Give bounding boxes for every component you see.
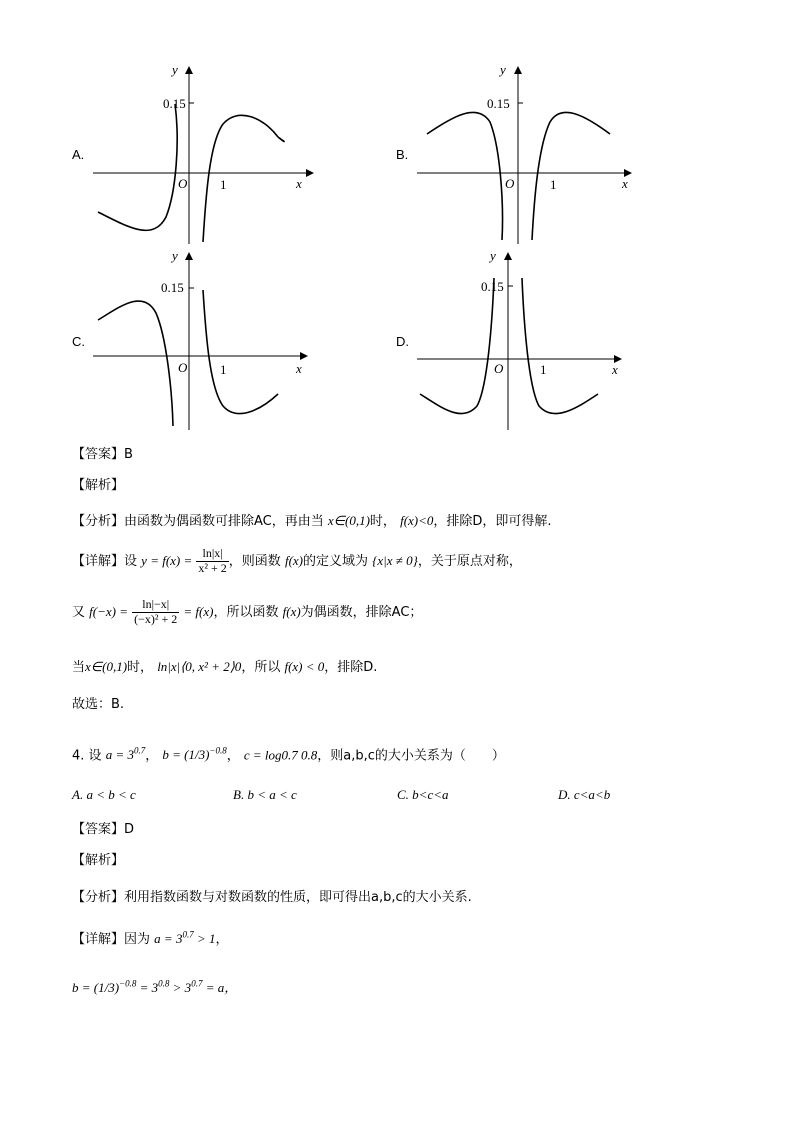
q3-fenxi-text-3: ，排除D，即可得解.: [433, 514, 552, 529]
graph-d-tick-y: 0.15: [481, 279, 504, 294]
q3-l2-eq: = f(x): [183, 604, 214, 619]
q3-analysis-tag: 【解析】: [72, 478, 125, 493]
graph-b-tick-x: 1: [550, 177, 557, 192]
q4-option-d[interactable]: D. c<a<b: [558, 787, 611, 802]
q3-l2-fx: f(x): [282, 604, 301, 619]
q4-answer-line: [72, 818, 134, 837]
graph-a-tick-y: 0.15: [163, 96, 186, 111]
q4-b-line: $b = (1/3)^{-0.8} = 3^{0.8} > 3^{0.7} = a$，: [72, 978, 238, 995]
q4-b-def: $b = (1/3)^{-0.8}$: [162, 746, 227, 763]
q3-xj-domain: {x|x ≠ 0}: [372, 553, 418, 568]
graph-c-origin: O: [178, 360, 188, 375]
graph-b-tick-y: 0.15: [487, 96, 510, 111]
q4-xiangjie-tag: 【详解】: [72, 932, 125, 947]
q4-a-def: $a = 3^{0.7}$: [105, 746, 146, 763]
q4-analysis-tag: 【解析】: [72, 853, 125, 868]
graph-c-x-label: x: [296, 361, 302, 376]
q3-xj-text-1: 设: [124, 554, 138, 569]
q4-answer-value: D: [124, 822, 135, 837]
graph-a: [88, 62, 318, 247]
q4-option-a[interactable]: A. a < b < c: [72, 787, 136, 802]
q3-xj-num: ln|x|: [196, 547, 228, 562]
q4-answer-tag: 【答案】: [72, 822, 125, 837]
q3-fenxi-text-1: 由函数为偶函数可排除AC，再由当: [124, 514, 324, 529]
q3-l2-text-2: ，所以函数: [213, 605, 279, 620]
q3-fenxi-line: [72, 510, 552, 529]
q3-l3-text-2: 时，: [127, 660, 154, 675]
option-b-letter: B.: [396, 147, 409, 162]
q4-tail: ，则a,b,c的大小关系为（ ）: [317, 748, 505, 764]
q4-number: 4. 设: [72, 748, 102, 764]
graph-c: [88, 248, 313, 433]
q3-fenxi-cond: x∈(0,1): [327, 513, 370, 528]
q3-answer-value: B: [124, 447, 133, 462]
q3-l3-text-3: ，所以: [241, 660, 281, 675]
q3-answer-tag: 【答案】: [72, 447, 125, 462]
graph-a-origin: O: [178, 176, 188, 191]
option-c-letter: C.: [72, 334, 85, 349]
q3-xj-text-2: ，则函数: [228, 554, 281, 569]
q4-stem: 4. 设 $a = 3^{0.7}$， $b = (1/3)^{-0.8}$， c = log0.7 0.8，则a,b,c的大小关系为（ ）: [72, 746, 505, 764]
q3-line-2: [72, 594, 422, 631]
q3-l3-ln: ln|x|⟨0, x² + 2⟩0: [157, 659, 242, 674]
q4-fenxi-text: 利用指数函数与对数函数的性质，即可得出a,b,c的大小关系.: [124, 890, 472, 905]
q3-line-3: [72, 656, 377, 675]
q3-l2-text-3: 为偶函数，排除AC；: [300, 605, 423, 620]
graph-a-y-label: y: [172, 62, 178, 77]
graph-d: [412, 248, 627, 433]
q3-xj-text-4: ，关于原点对称，: [417, 554, 522, 569]
graph-d-y-label: y: [490, 248, 496, 263]
q4-xj-text: 因为: [124, 932, 151, 947]
q3-xj-y: y = f(x) =: [141, 553, 193, 568]
q4-option-c[interactable]: C. b<c<a: [397, 787, 449, 802]
q3-xj-den: x² + 2: [198, 561, 227, 575]
q3-fenxi-f: f(x)<0: [400, 513, 434, 528]
graph-c-y-label: y: [172, 248, 178, 263]
q3-l2-text-1: 又: [72, 605, 86, 620]
q3-choose: 故选：B.: [72, 697, 125, 712]
q4-xiangjie-line: [72, 928, 229, 947]
graph-a-tick-x: 1: [220, 177, 227, 192]
graph-d-tick-x: 1: [540, 362, 547, 377]
graph-d-origin: O: [494, 361, 504, 376]
option-a-letter: A.: [72, 147, 85, 162]
q3-fenxi-tag: 【分析】: [72, 514, 125, 529]
q3-l3-cond: x∈(0,1): [85, 659, 128, 674]
q3-xj-fraction: [196, 547, 228, 576]
q3-fenxi-text-2: 时，: [369, 514, 396, 529]
graph-b-x-label: x: [622, 176, 628, 191]
graph-b-origin: O: [505, 176, 515, 191]
q3-xiangjie-line: [72, 543, 522, 580]
graph-c-tick-x: 1: [220, 362, 227, 377]
q3-l3-text-4: ，排除D.: [324, 660, 378, 675]
q4-xj-math: $a = 3^{0.7} > 1$: [154, 929, 216, 946]
q3-xj-text-3: 的定义域为: [303, 554, 369, 569]
q3-answer-line: [72, 443, 133, 462]
q4-option-b[interactable]: B. b < a < c: [233, 787, 297, 802]
graph-b-y-label: y: [500, 62, 506, 77]
graph-c-tick-y: 0.15: [161, 280, 184, 295]
q3-l2-num: ln|−x|: [132, 598, 179, 613]
q3-l2-den: (−x)² + 2: [134, 612, 178, 626]
q3-l3-text-1: 当: [72, 660, 86, 675]
q4-c-def: c = log0.7 0.8: [243, 747, 318, 763]
graph-b: [412, 62, 637, 247]
q4-fenxi-line: [72, 886, 472, 905]
q4-fenxi-tag: 【分析】: [72, 890, 125, 905]
q3-l2-fraction: [132, 598, 179, 627]
q3-xj-fx: f(x): [284, 553, 303, 568]
q3-l3-f: f(x) < 0: [284, 659, 325, 674]
q4-xj-end: ，: [215, 932, 229, 947]
q3-l2-f: f(−x) =: [89, 604, 128, 619]
q3-xiangjie-tag: 【详解】: [72, 554, 125, 569]
option-d-letter: D.: [396, 334, 409, 349]
graph-d-x-label: x: [612, 362, 618, 377]
graph-a-x-label: x: [296, 176, 302, 191]
